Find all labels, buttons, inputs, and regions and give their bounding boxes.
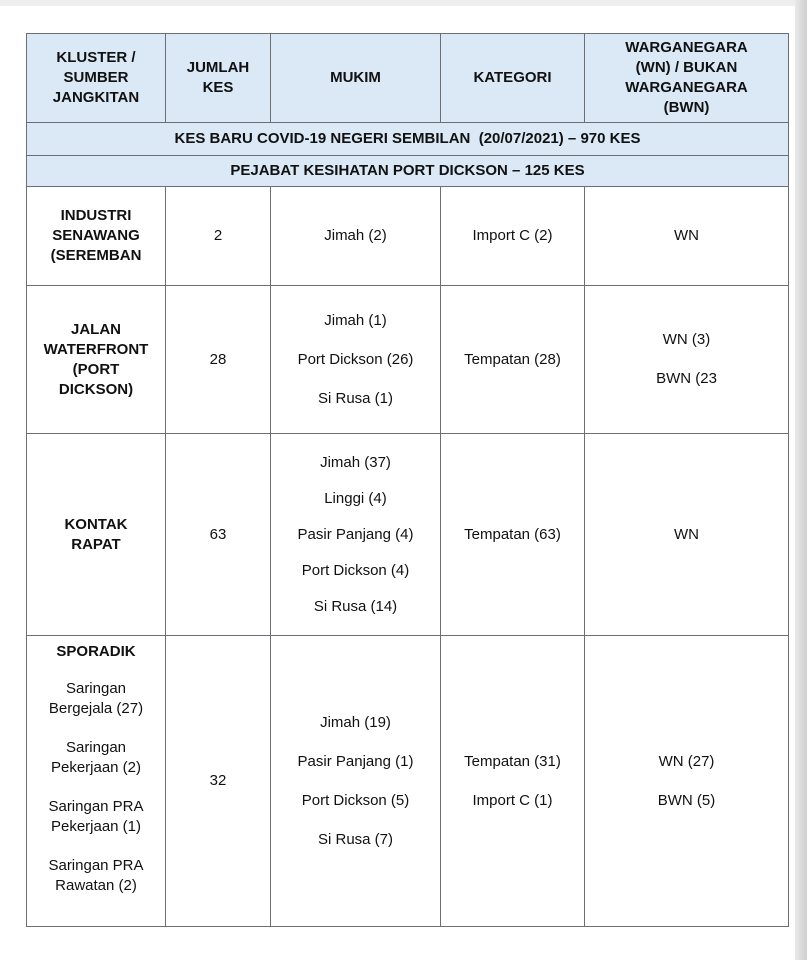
- mukim-cell: Jimah (2): [271, 187, 441, 286]
- warganegara-cell: WN: [585, 187, 789, 286]
- kluster-cell: INDUSTRI SENAWANG (SEREMBAN: [27, 187, 166, 286]
- warganegara-cell: WN (3) BWN (23: [585, 286, 789, 434]
- table-subtitle: PEJABAT KESIHATAN PORT DICKSON – 125 KES: [27, 156, 789, 187]
- header-jumlah: JUMLAH KES: [166, 34, 271, 123]
- page-top-strip: [0, 0, 807, 6]
- jumlah-cell: 32: [166, 636, 271, 927]
- table-title: KES BARU COVID-19 NEGERI SEMBILAN (20/07/2021) – 970 KES: [27, 123, 789, 156]
- sporadik-item: Saringan Bergejala (27): [48, 680, 144, 717]
- warganegara-cell: WN (27) BWN (5): [585, 636, 789, 927]
- header-kluster: KLUSTER / SUMBER JANGKITAN: [27, 34, 166, 123]
- kluster-cell: JALAN WATERFRONT (PORT DICKSON): [27, 286, 166, 434]
- header-warganegara: WARGANEGARA (WN) / BUKAN WARGANEGARA (BWN): [585, 34, 789, 123]
- page-right-edge: [795, 0, 807, 960]
- title-row: [27, 123, 789, 156]
- mukim-cell: Jimah (19) Pasir Panjang (1) Port Dickson (5) Si Rusa (7): [271, 636, 441, 927]
- table-row: [27, 187, 789, 286]
- mukim-cell: Jimah (1) Port Dickson (26) Si Rusa (1): [271, 286, 441, 434]
- header-mukim: MUKIM: [271, 34, 441, 123]
- subtitle-row: [27, 156, 789, 187]
- jumlah-cell: 2: [166, 187, 271, 286]
- jumlah-cell: 63: [166, 434, 271, 636]
- kategori-cell: Tempatan (31) Import C (1): [441, 636, 585, 927]
- kategori-cell: Tempatan (63): [441, 434, 585, 636]
- kluster-cell: [27, 636, 166, 927]
- header-row: [27, 34, 789, 123]
- jumlah-cell: 28: [166, 286, 271, 434]
- table-row: [27, 636, 789, 927]
- sporadik-item: Saringan PRA Rawatan (2): [48, 857, 144, 894]
- table-row: [27, 286, 789, 434]
- kategori-cell: Import C (2): [441, 187, 585, 286]
- sporadik-item: Saringan Pekerjaan (2): [50, 739, 142, 776]
- mukim-cell: Jimah (37) Linggi (4) Pasir Panjang (4) Port Dickson (4) Si Rusa (14): [271, 434, 441, 636]
- warganegara-cell: WN: [585, 434, 789, 636]
- header-kategori: KATEGORI: [441, 34, 585, 123]
- sporadik-item: Saringan PRA Pekerjaan (1): [48, 798, 144, 835]
- table-row: [27, 434, 789, 636]
- covid-cases-table: [26, 33, 789, 927]
- kluster-cell: KONTAK RAPAT: [27, 434, 166, 636]
- kategori-cell: Tempatan (28): [441, 286, 585, 434]
- sporadik-title: SPORADIK: [56, 643, 136, 660]
